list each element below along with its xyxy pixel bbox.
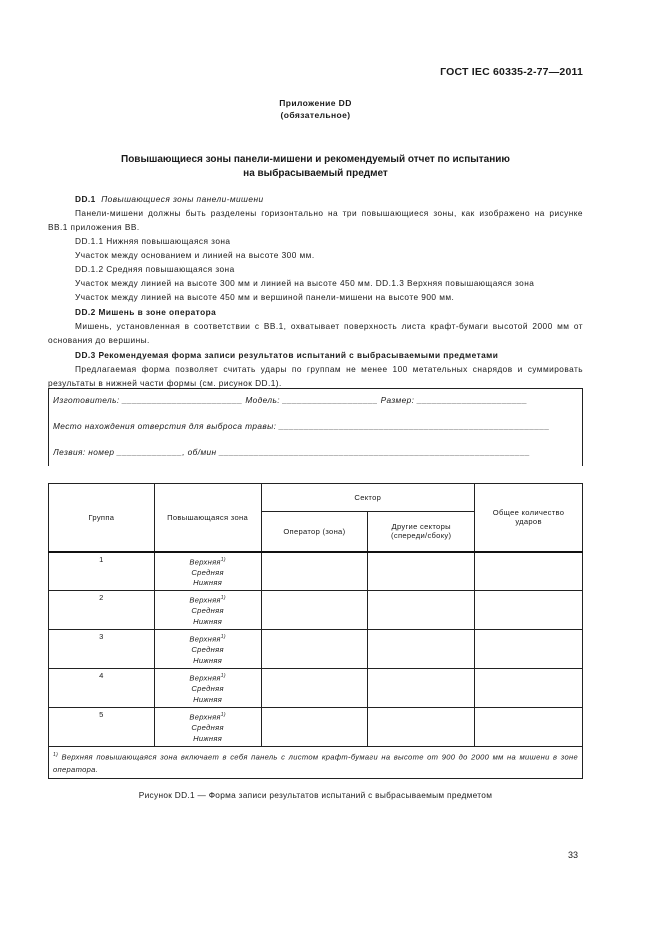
title-line-2: на выбрасываемый предмет <box>243 168 388 179</box>
zone-lower: Нижняя <box>193 733 223 743</box>
zone-list <box>154 630 261 669</box>
test-info-form <box>48 388 583 466</box>
footnote-mark: 1) <box>53 752 59 758</box>
other-sectors-cell <box>368 591 475 630</box>
total-cell <box>475 630 583 669</box>
other-sectors-cell <box>368 552 475 591</box>
zone-middle: Средняя <box>191 567 224 577</box>
footnote-text: Верхняя повышающаяся зона включает в себя панель с листом крафт-бумаги на высоте от 900 до 2000 мм на мишени в зоне оператора. <box>53 752 578 774</box>
zone-middle: Средняя <box>191 723 224 733</box>
operator-cell <box>261 630 368 669</box>
group-number: 5 <box>49 708 155 747</box>
table-row <box>49 591 583 630</box>
zone-list <box>154 552 261 591</box>
operator-cell <box>261 708 368 747</box>
body-text <box>48 192 583 390</box>
table-row <box>49 630 583 669</box>
dd2-heading: DD.2 Мишень в зоне оператора <box>75 307 217 317</box>
header-sector: Сектор <box>261 484 475 512</box>
form-manufacturer-line: Изготовитель: ________________________ Модель: ___________________ Размер: ______________________ <box>53 395 528 405</box>
operator-cell <box>261 669 368 708</box>
group-number: 2 <box>49 591 155 630</box>
appendix-status: (обязательное) <box>280 110 351 120</box>
zone-footnote-mark: 1) <box>220 673 226 679</box>
operator-cell <box>261 591 368 630</box>
other-sectors-cell <box>368 669 475 708</box>
appendix-heading <box>48 97 583 121</box>
zone-lower: Нижняя <box>193 694 223 704</box>
zone-upper: Верхняя <box>189 673 221 683</box>
dd3-text: Предлагаемая форма позволяет считать удары по группам не менее 100 метательных снарядов и суммировать результаты в нижней части формы (см. рисунок DD.1). <box>48 364 583 388</box>
zone-lower: Нижняя <box>193 655 223 665</box>
other-sectors-cell <box>368 630 475 669</box>
zone-lower: Нижняя <box>193 616 223 626</box>
title-line-1: Повышающиеся зоны панели-мишени и рекомендуемый отчет по испытанию <box>121 154 510 165</box>
group-number: 1 <box>49 552 155 591</box>
table-row <box>49 552 583 591</box>
page-number: 33 <box>568 850 579 860</box>
zone-upper: Верхняя <box>189 712 221 722</box>
zone-list <box>154 669 261 708</box>
section-title <box>48 153 583 181</box>
operator-cell <box>261 552 368 591</box>
dd1-1-text: Участок между основанием и линией на высоте 300 мм. <box>75 250 315 260</box>
other-sectors-cell <box>368 708 475 747</box>
dd2-text: Мишень, установленная в соответствии с BB.1, охватывает поверхность листа крафт-бумаги высотой 2000 мм от основания до вершины. <box>48 321 583 345</box>
total-cell <box>475 552 583 591</box>
zone-upper: Верхняя <box>189 634 221 644</box>
results-table <box>48 483 583 779</box>
table-footnote <box>49 747 583 779</box>
dd1-text: Панели-мишени должны быть разделены горизонтально на три повышающиеся зоны, как изображено на рисунке BB.1 приложения BB. <box>48 208 583 232</box>
document-header: ГОСТ IEC 60335-2-77—2011 <box>440 66 583 78</box>
zone-middle: Средняя <box>191 684 224 694</box>
header-total: Общее количество ударов <box>475 484 583 552</box>
total-cell <box>475 708 583 747</box>
zone-lower: Нижняя <box>193 578 223 588</box>
dd1-number: DD.1 <box>75 194 96 204</box>
zone-middle: Средняя <box>191 606 224 616</box>
zone-footnote-mark: 1) <box>220 634 226 640</box>
header-other-sectors: Другие секторы (спереди/сбоку) <box>368 512 475 552</box>
dd1-1-heading: DD.1.1 Нижняя повышающаяся зона <box>75 236 231 246</box>
form-blades-line: Лезвия: номер _____________, об/мин ______________________________________________________________ <box>53 447 531 457</box>
group-number: 4 <box>49 669 155 708</box>
zone-upper: Верхняя <box>189 595 221 605</box>
header-zone: Повышающаяся зона <box>154 484 261 552</box>
dd1-heading: Повышающиеся зоны панели-мишени <box>101 194 264 204</box>
header-operator: Оператор (зона) <box>261 512 368 552</box>
appendix-title: Приложение DD <box>279 98 352 108</box>
header-group: Группа <box>49 484 155 552</box>
total-cell <box>475 591 583 630</box>
table-row <box>49 669 583 708</box>
dd1-3-text: Участок между линией на высоте 450 мм и вершиной панели-мишени на высоте 900 мм. <box>75 292 455 302</box>
total-cell <box>475 669 583 708</box>
zone-footnote-mark: 1) <box>220 595 226 601</box>
dd1-2-heading: DD.1.2 Средняя повышающаяся зона <box>75 264 235 274</box>
zone-list <box>154 708 261 747</box>
zone-footnote-mark: 1) <box>220 556 226 563</box>
table-row <box>49 708 583 747</box>
group-number: 3 <box>49 630 155 669</box>
dd3-heading: DD.3 Рекомендуемая форма записи результатов испытаний с выбрасываемыми предметами <box>75 350 499 360</box>
zone-footnote-mark: 1) <box>220 712 226 718</box>
figure-caption: Рисунок DD.1 — Форма записи результатов испытаний с выбрасываемым предметом <box>138 790 493 800</box>
zone-upper: Верхняя <box>189 557 221 567</box>
form-discharge-line: Место нахождения отверстия для выброса травы: ______________________________________________________ <box>53 421 550 431</box>
zone-list <box>154 591 261 630</box>
dd1-2-text: Участок между линией на высоте 300 мм и линией на высоте 450 мм. DD.1.3 Верхняя повышающаяся зона <box>75 278 535 288</box>
zone-middle: Средняя <box>191 645 224 655</box>
